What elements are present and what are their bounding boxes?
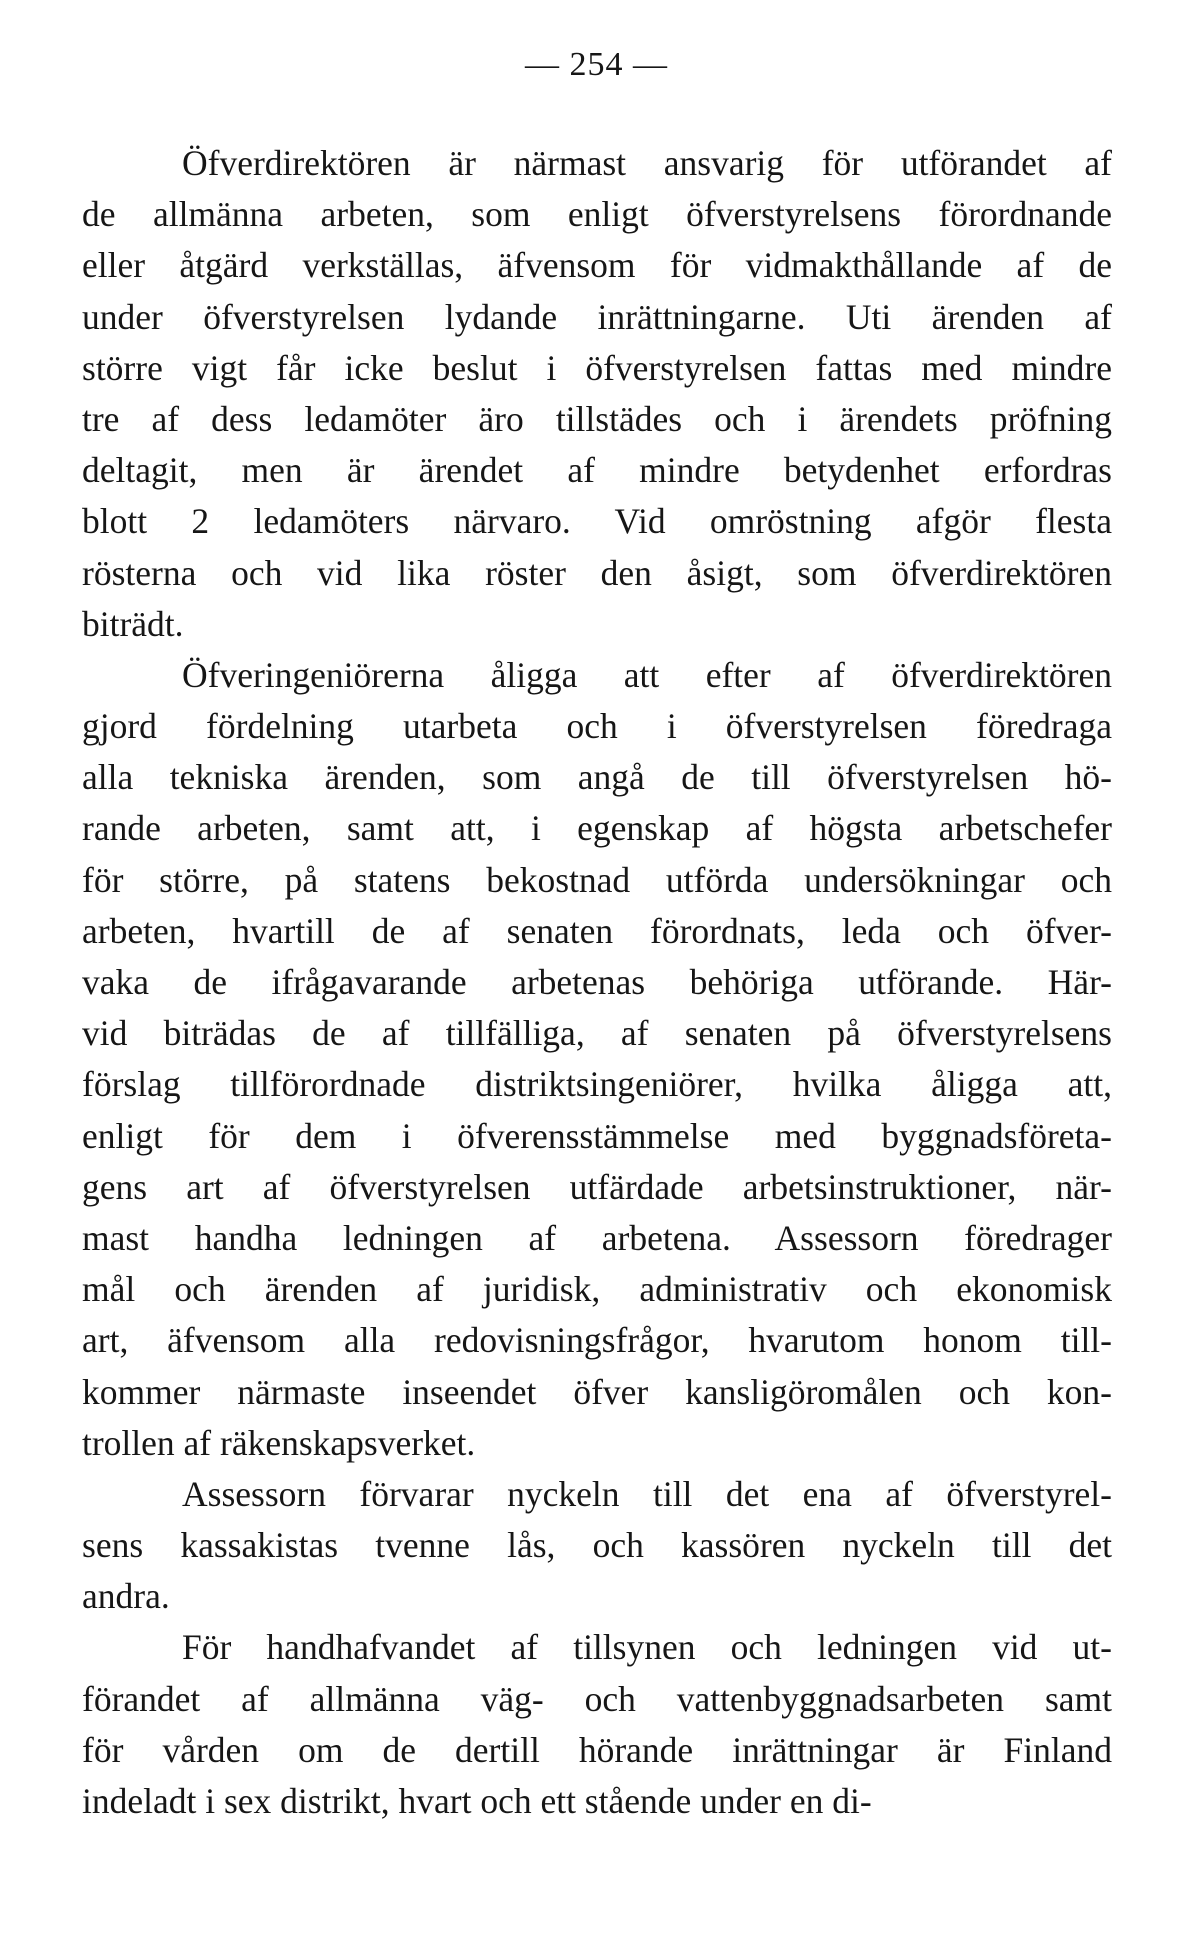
text-line: blott 2 ledamöters närvaro. Vid omröstning afgör flesta [82,501,1112,542]
text-line: förslag tillförordnade distriktsingeniörer, hvilka åligga att, [82,1064,1112,1105]
text-line: rösterna och vid lika röster den åsigt, som öfverdirektören [82,552,1112,593]
text-line: större vigt får icke beslut i öfverstyrelsen fattas med mindre [82,347,1112,388]
text-line: För handhafvandet af tillsynen och ledningen vid ut- [182,1627,1112,1668]
text-line: sens kassakistas tvenne lås, och kassören nyckeln till det [82,1525,1112,1566]
text-line: vid biträdas de af tillfälliga, af senaten på öfverstyrelsens [82,1013,1112,1054]
text-line: mast handha ledningen af arbetena. Assessorn föredrager [82,1217,1112,1258]
text-line: under öfverstyrelsen lydande inrättningarne. Uti ärenden af [82,296,1112,337]
text-line: de allmänna arbeten, som enligt öfverstyrelsens förordnande [82,194,1112,235]
text-line: kommer närmaste inseendet öfver kansligöromålen och kon- [82,1371,1112,1412]
paragraph [82,138,1112,650]
text-line: andra. [82,1576,170,1617]
text-line: biträdt. [82,603,184,644]
text-line: Öfverdirektören är närmast ansvarig för utförandet af [182,143,1112,183]
paragraph [82,1469,1112,1623]
text-line: trollen af räkenskapsverket. [82,1422,476,1463]
text-line: förandet af allmänna väg- och vattenbyggnadsarbeten samt [82,1678,1112,1719]
text-line: arbeten, hvartill de af senaten förordnats, leda och öfver- [82,910,1112,951]
text-line: indeladt i sex distrikt, hvart och ett stående under en di- [82,1781,872,1821]
text-line: gjord fördelning utarbeta och i öfverstyrelsen föredraga [82,706,1112,747]
text-line: mål och ärenden af juridisk, administrativ och ekonomisk [82,1269,1112,1310]
body-text [82,138,1112,1827]
page-number: — 254 — [525,46,668,83]
text-line: deltagit, men är ärendet af mindre betydenhet erfordras [82,450,1112,491]
text-line: Assessorn förvarar nyckeln till det ena af öfverstyrel- [182,1473,1112,1514]
text-line: enligt för dem i öfverensstämmelse med byggnadsföreta- [82,1115,1112,1156]
text-line: eller åtgärd verkställas, äfvensom för vidmakthållande af de [82,245,1112,286]
paragraph [82,650,1112,1469]
text-line: gens art af öfverstyrelsen utfärdade arbetsinstruktioner, när- [82,1166,1112,1207]
text-line: för större, på statens bekostnad utförda undersökningar och [82,859,1112,900]
text-line: vaka de ifrågavarande arbetenas behöriga utförande. Här- [82,962,1112,1002]
text-line: tre af dess ledamöter äro tillstädes och i ärendets pröfning [82,398,1112,439]
text-line: rande arbeten, samt att, i egenskap af högsta arbetschefer [82,808,1112,849]
text-line: Öfveringeniörerna åligga att efter af öfverdirektören [182,654,1112,695]
paragraph [82,1622,1112,1827]
text-line: alla tekniska ärenden, som angå de till öfverstyrelsen hö- [82,757,1112,798]
text-line: art, äfvensom alla redovisningsfrågor, hvarutom honom till- [82,1320,1112,1361]
text-line: för vården om de dertill hörande inrättningar är Finland [82,1729,1112,1770]
